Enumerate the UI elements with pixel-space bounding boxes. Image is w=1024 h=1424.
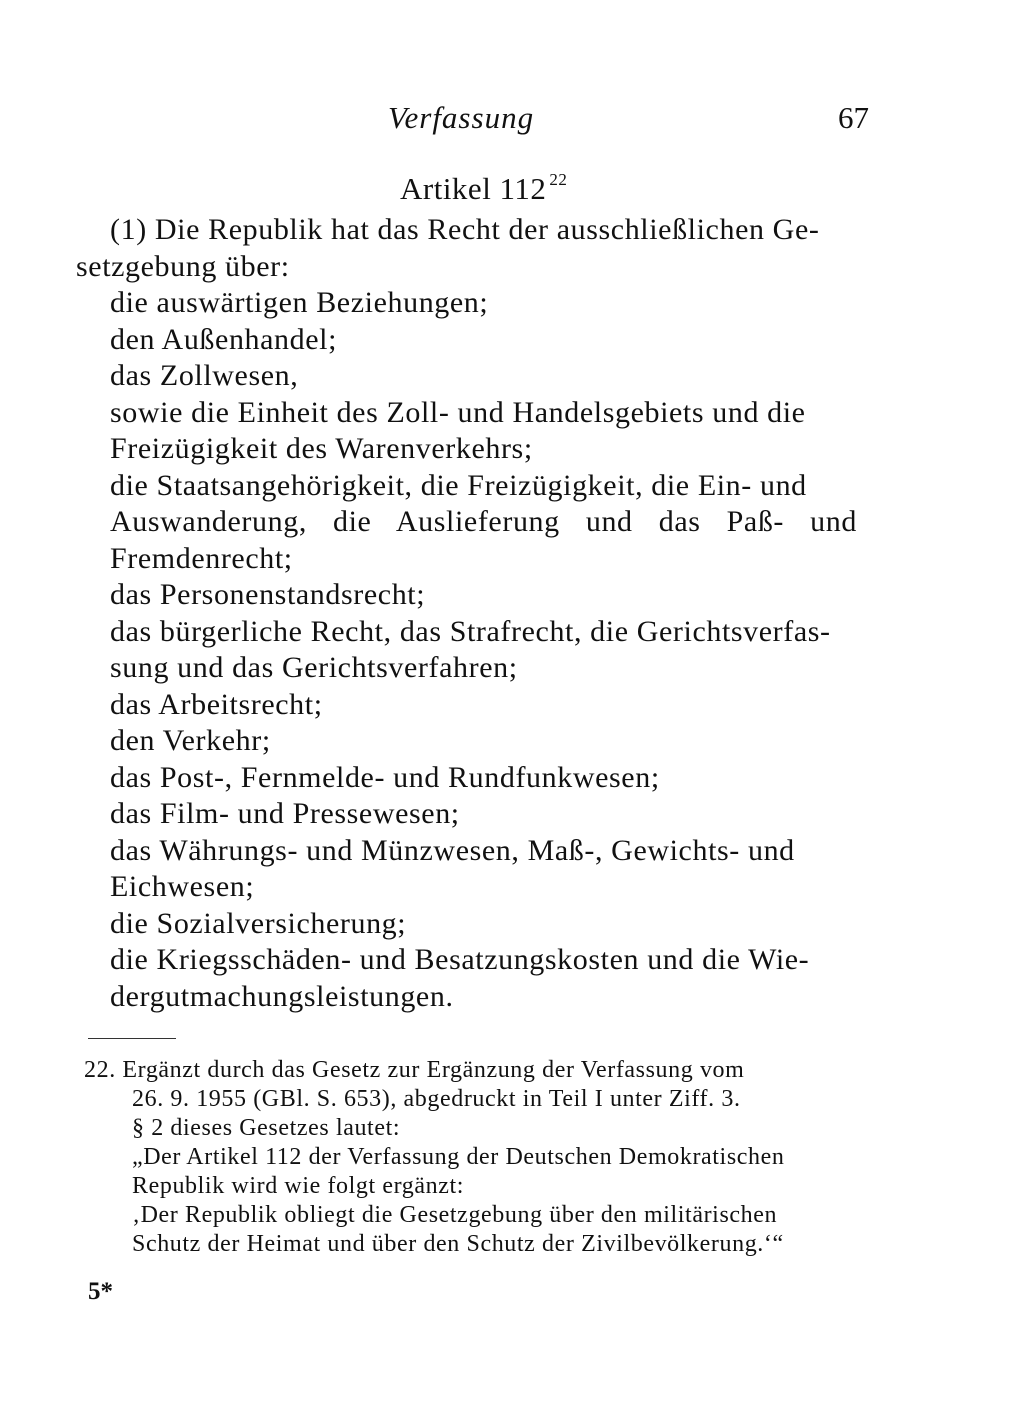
body-line: das bürgerliche Recht, das Strafrecht, die Gerichtsverfas- bbox=[110, 614, 831, 648]
body-line: das Personenstandsrecht; bbox=[110, 578, 426, 611]
body-line: Auswanderung, die Auslieferung und das Paß- und bbox=[110, 505, 857, 538]
body-line: Fremdenrecht; bbox=[110, 541, 293, 575]
article-body bbox=[76, 212, 906, 1015]
body-line: sung und das Gerichtsverfahren; bbox=[110, 651, 518, 684]
body-line: das Arbeitsrecht; bbox=[110, 687, 323, 721]
body-line: die auswärtigen Beziehungen; bbox=[110, 286, 489, 319]
body-line: den Außenhandel; bbox=[110, 322, 338, 356]
page-number: 67 bbox=[838, 100, 869, 135]
body-line: das Währungs- und Münzwesen, Maß-, Gewichts- und bbox=[110, 833, 795, 867]
body-line: die Sozialversicherung; bbox=[110, 906, 407, 940]
footnote-line: 26. 9. 1955 (GBl. S. 653), abgedruckt in Teil I unter Ziff. 3. bbox=[132, 1086, 741, 1112]
body-line: das Zollwesen, bbox=[110, 359, 299, 392]
article-title: Artikel 112 bbox=[400, 171, 547, 206]
footnote bbox=[84, 1056, 906, 1259]
body-line: dergutmachungsleistungen. bbox=[110, 979, 454, 1013]
running-title: Verfassung bbox=[388, 100, 535, 135]
footnote-line: § 2 dieses Gesetzes lautet: bbox=[132, 1115, 401, 1141]
footnote-line: Schutz der Heimat und über den Schutz der Zivilbevölkerung.‘“ bbox=[132, 1231, 784, 1257]
body-line: die Staatsangehörigkeit, die Freizügigkeit, die Ein- und bbox=[110, 468, 807, 502]
body-line: setzgebung über: bbox=[76, 249, 290, 283]
article-heading bbox=[400, 170, 567, 207]
footnote-line: 22. Ergänzt durch das Gesetz zur Ergänzung der Verfassung vom bbox=[84, 1057, 745, 1083]
body-line: das Post-, Fernmelde- und Rundfunkwesen; bbox=[110, 760, 660, 794]
footnote-line: Republik wird wie folgt ergänzt: bbox=[132, 1173, 465, 1199]
footnote-divider bbox=[88, 1038, 176, 1039]
body-line: Eichwesen; bbox=[110, 870, 255, 903]
body-line: Freizügigkeit des Warenverkehrs; bbox=[110, 432, 533, 465]
printer-signature-mark: 5* bbox=[88, 1278, 113, 1305]
footnote-line: ‚Der Republik obliegt die Gesetzgebung über den militärischen bbox=[132, 1202, 778, 1228]
body-line: sowie die Einheit des Zoll- und Handelsgebiets und die bbox=[110, 395, 806, 429]
footnote-reference: 22 bbox=[549, 170, 568, 189]
body-line: das Film- und Pressewesen; bbox=[110, 797, 460, 830]
body-line: die Kriegsschäden- und Besatzungskosten und die Wie- bbox=[110, 943, 810, 976]
footnote-line: „Der Artikel 112 der Verfassung der Deutschen Demokratischen bbox=[132, 1144, 785, 1170]
running-head bbox=[0, 100, 1024, 144]
body-line: den Verkehr; bbox=[110, 724, 271, 757]
body-line: (1) Die Republik hat das Recht der ausschließlichen Ge- bbox=[110, 213, 820, 246]
